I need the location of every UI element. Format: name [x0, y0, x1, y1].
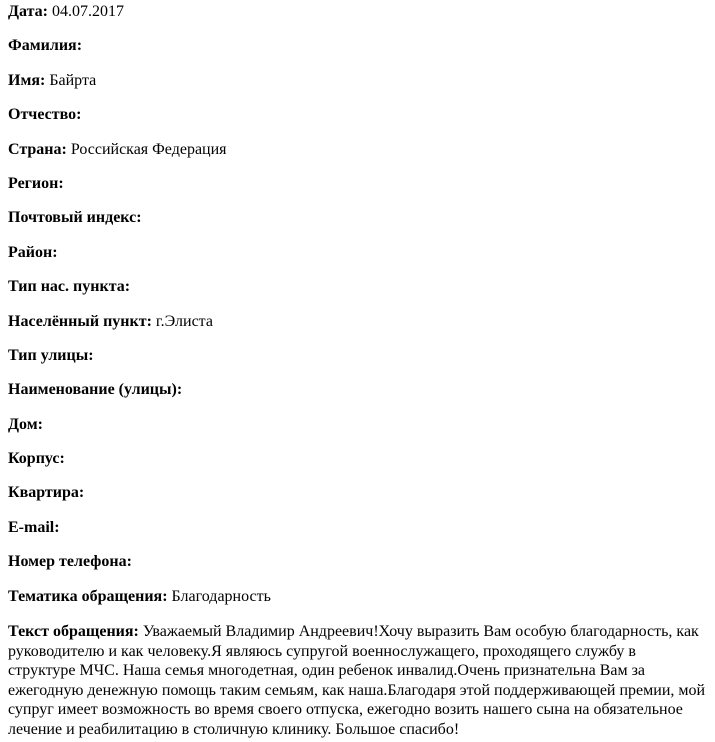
- field-row: [8, 588, 707, 622]
- field-label: Номер телефона:: [8, 553, 132, 571]
- field-value: Уважаемый Владимир Андреевич!Хочу выразить Вам особую благодарность, как руководителю и как человеку.Я являюсь супругой военнослужащего, проходящего службу в структуре МЧС. Наша семья многодетная, один ребенок инвалид.Очень признательна Вам за ежегодную денежную помощь таким семьям, как наша.Благодаря этой поддерживающей премии, мой супруг имеет возможность во время своего отпуска, ежегодно возить нашего сына на обязательное лечение и реабилитацию в столичную клинику. Большое спасибо!: [8, 623, 706, 738]
- field-row: [8, 278, 707, 312]
- field-label: Квартира:: [8, 484, 85, 502]
- field-row: [8, 37, 707, 71]
- field-value: Российская Федерация: [70, 140, 227, 158]
- field-value: Байрта: [49, 71, 97, 89]
- field-label: Дом:: [8, 415, 43, 433]
- field-row: [8, 3, 707, 37]
- field-row: [8, 416, 707, 450]
- field-row: [8, 209, 707, 243]
- field-label: Наименование (улицы):: [8, 381, 183, 399]
- field-label: Страна:: [8, 140, 67, 158]
- field-label: Тематика обращения:: [8, 587, 168, 605]
- field-row: [8, 175, 707, 209]
- field-row: [8, 72, 707, 106]
- field-label: Отчество:: [8, 106, 82, 124]
- field-row: [8, 450, 707, 484]
- field-row: [8, 381, 707, 415]
- field-label: Район:: [8, 243, 58, 261]
- field-row: [8, 519, 707, 553]
- field-label: Почтовый индекс:: [8, 209, 142, 227]
- field-value: Благодарность: [171, 587, 271, 605]
- field-label: Тип улицы:: [8, 346, 94, 364]
- field-label: Текст обращения:: [8, 623, 139, 641]
- field-label: Дата:: [8, 3, 48, 20]
- field-label: Населённый пункт:: [8, 312, 152, 330]
- field-row: [8, 106, 707, 140]
- field-row: [8, 347, 707, 381]
- field-list: [8, 3, 707, 622]
- field-label: Фамилия:: [8, 37, 83, 55]
- field-label: Имя:: [8, 71, 46, 89]
- field-row: [8, 553, 707, 587]
- field-label: E-mail:: [8, 518, 60, 536]
- appeal-document: [0, 3, 715, 739]
- field-value: 04.07.2017: [51, 3, 124, 20]
- field-row: [8, 313, 707, 347]
- field-value: г.Элиста: [155, 312, 213, 330]
- field-label: Регион:: [8, 174, 64, 192]
- field-row: [8, 484, 707, 518]
- field-row: [8, 244, 707, 278]
- field-row: [8, 141, 707, 175]
- field-label: Корпус:: [8, 450, 65, 468]
- field-message: [8, 622, 707, 739]
- field-label: Тип нас. пункта:: [8, 278, 131, 296]
